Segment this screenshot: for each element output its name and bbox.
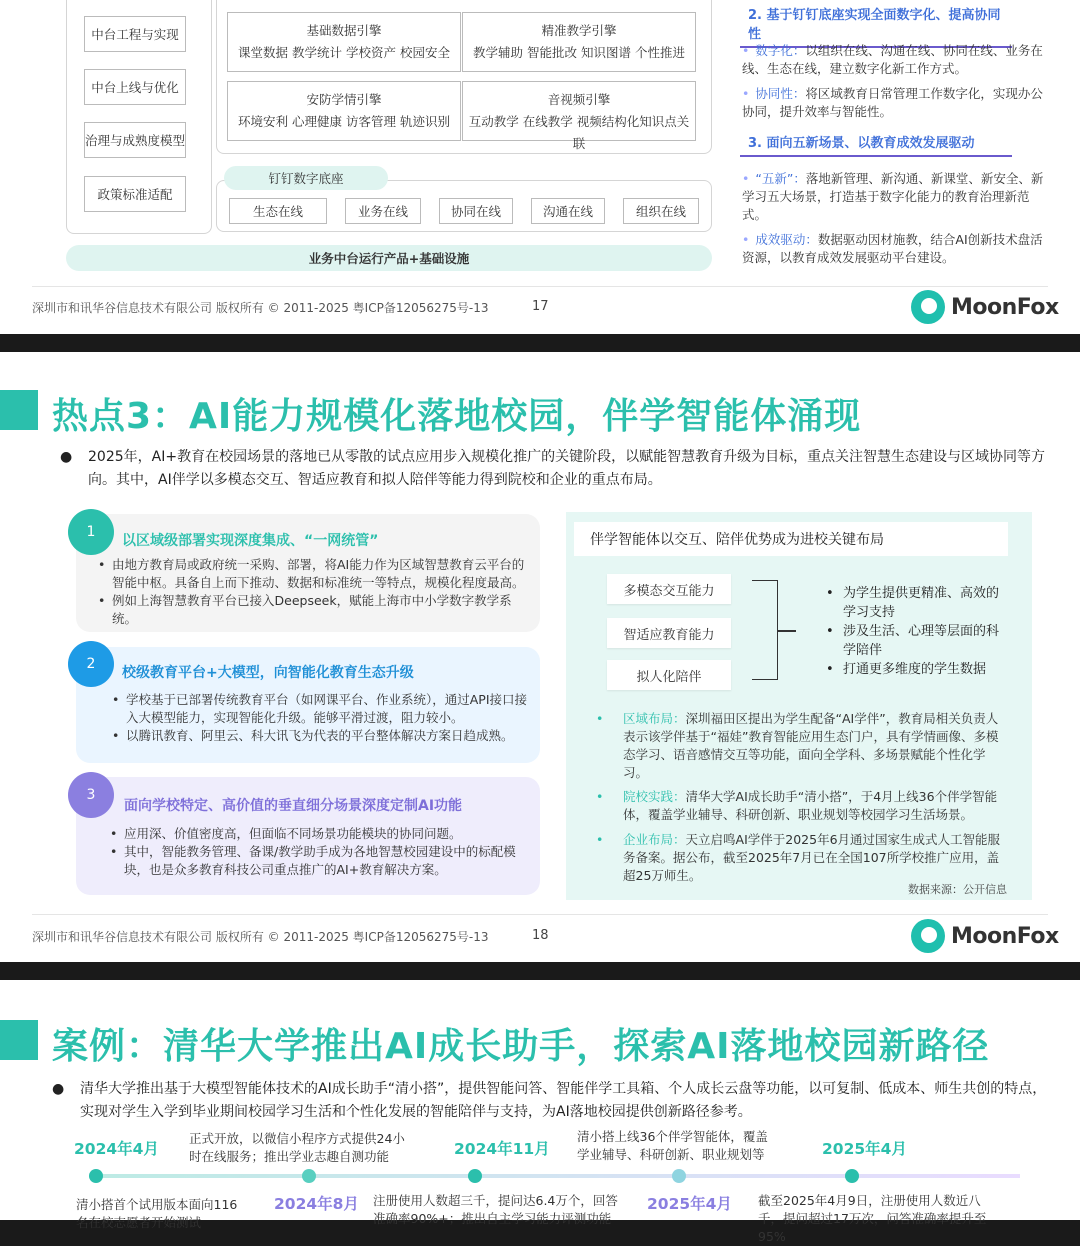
timeline-date: 2024年4月 xyxy=(74,1140,159,1158)
dingtalk-item: 沟通在线 xyxy=(531,198,605,224)
intro-text: 2025年，AI+教育在校园场景的落地已从零散的试点应用步入规模化推广的关键阶段，以赋能智慧教育升级为目标，重点关注智慧生态建设与区域协同等方向。其中，AI伴学以多模态交互、智适应教育和拟人陪伴等能力得到院校和企业的重点布局。 xyxy=(88,449,1046,488)
bullet-text: 以组织在线、沟通在线、协同在线、业务在线、生态在线，建立数字化新工作方式。 xyxy=(742,43,1043,76)
bullet-key: 数字化： xyxy=(755,43,806,58)
moonfox-logo xyxy=(911,290,1059,324)
intro-bullet: ● xyxy=(60,449,73,465)
left-item: 中台上线与优化 xyxy=(84,69,186,105)
moonfox-logo-icon xyxy=(911,290,945,324)
section-heading: 3. 面向五新场景、以教育成效发展驱动 xyxy=(740,132,1012,157)
card-number: 3 xyxy=(68,772,114,818)
title-accent-bar xyxy=(0,1020,38,1060)
card-bullet: • 其中，智能教务管理、备课/教学助手成为各地智慧校园建设中的标配模块，也是众多教育科技公司重点推广的AI+教育解决方案。 xyxy=(110,843,530,879)
right-bullet: • 成效驱动：数据驱动因材施教，结合AI创新技术盘活资源，以教育成效发展驱动平台建设。 xyxy=(742,232,1043,265)
page-title: 案例：清华大学推出AI成长助手，探索AI落地校园新路径 xyxy=(52,1026,990,1067)
bullet-key: 院校实践： xyxy=(623,789,686,804)
moonfox-logo xyxy=(911,919,1059,953)
card-bullet: • 学校基于已部署传统教育平台（如网课平台、作业系统），通过API接口接入大模型能力，实现智能化升级。能够平滑过渡，阻力较小。 xyxy=(112,691,530,727)
slide-19 xyxy=(0,980,1080,1244)
engine-box xyxy=(227,12,461,72)
footer-divider xyxy=(32,914,1048,915)
intro-text: 清华大学推出基于大模型智能体技术的AI成长助手“清小搭”，提供智能问答、智能伴学工具箱、个人成长云盘等功能，以可复制、低成本、师生共创的特点，实现对学生入学到毕业期间校园学习生活和个性化发展的智能陪伴与支持，为AI落地校园提供创新路径参考。 xyxy=(80,1081,1047,1120)
bullet-key: 企业布局： xyxy=(623,832,686,847)
bullet-key: 成效驱动： xyxy=(755,232,818,247)
bracket-connector xyxy=(752,580,778,680)
title-accent-bar xyxy=(0,390,38,430)
card-body xyxy=(98,556,530,628)
footer-copyright: 深圳市和讯华谷信息技术有限公司 版权所有 © 2011-2025 粤ICP备12056275号-13 xyxy=(32,301,489,315)
bottom-bar: 业务中台运行产品+基础设施 xyxy=(66,245,712,271)
intro-paragraph xyxy=(52,1078,1052,1124)
panel-bullet: • 院校实践：清华大学AI成长助手“清小搭”，于4月上线36个伴学智能体，覆盖学业辅导、科研创新、职业规划等校园学习生活场景。 xyxy=(596,789,998,822)
right-bullet: • “五新”：落地新管理、新沟通、新课堂、新安全、新学习五大场景，打造基于数字化能力的教育治理新范式。 xyxy=(742,171,1044,222)
card-bullet: • 以腾讯教育、阿里云、科大讯飞为代表的平台整体解决方案日趋成熟。 xyxy=(112,727,530,745)
slide-18 xyxy=(0,352,1080,962)
bullet-key: 协同性： xyxy=(755,86,806,101)
card-bullet: • 例如上海智慧教育平台已接入Deepseek，赋能上海市中小学数字教学系统。 xyxy=(98,592,530,628)
dingtalk-title: 钉钉数字底座 xyxy=(224,166,388,190)
moonfox-logo-icon xyxy=(911,919,945,953)
timeline-date: 2025年4月 xyxy=(822,1140,907,1158)
dingtalk-item: 组织在线 xyxy=(623,198,699,224)
card-number: 2 xyxy=(68,641,114,687)
dingtalk-item: 业务在线 xyxy=(345,198,421,224)
timeline-dot xyxy=(468,1169,482,1183)
timeline-dot xyxy=(89,1169,103,1183)
engine-desc: 环境安利 心理健康 访客管理 轨迹识别 xyxy=(238,114,450,129)
card-body xyxy=(112,691,530,745)
left-item: 政策标准适配 xyxy=(84,176,186,212)
card-bullet: • 应用深、价值密度高，但面临不同场景功能模块的协同问题。 xyxy=(110,825,530,843)
timeline-text: 清小搭首个试用版本面向116名在校志愿者开始测试 xyxy=(76,1197,238,1230)
engine-name: 安防学情引擎 xyxy=(306,92,382,107)
bullet-text: 数据驱动因材施教，结合AI创新技术盘活资源，以教育成效发展驱动平台建设。 xyxy=(742,232,1043,265)
timeline-text: 正式开放，以微信小程序方式提供24小时在线服务；推出学业志趣自测功能 xyxy=(189,1131,405,1164)
timeline-dot xyxy=(845,1169,859,1183)
intro-bullet: ● xyxy=(52,1081,65,1097)
ability-box: 智适应教育能力 xyxy=(607,618,731,648)
bullet-text: 清华大学AI成长助手“清小搭”，于4月上线36个伴学智能体，覆盖学业辅导、科研创新、职业规划等校园学习生活场景。 xyxy=(623,789,998,822)
footer-divider xyxy=(32,286,1048,287)
engine-box xyxy=(462,12,696,72)
slide-17 xyxy=(0,0,1080,334)
benefit-item: • 打通更多维度的学生数据 xyxy=(826,660,1006,679)
timeline-date: 2024年11月 xyxy=(454,1140,550,1158)
bullet-text: 深圳福田区提出为学生配备“AI学伴”，教育局相关负责人表示该学伴基于“福娃”教育智能应用生态门户，具有学情画像、多模态学习、语音感情交互等功能，面向全学科、多场景赋能个性化学习。 xyxy=(623,711,999,780)
timeline-text: 截至2025年4月9日，注册使用人数近八千，提问超过17万次，问答准确率提升至95% xyxy=(758,1193,987,1244)
dingtalk-item: 协同在线 xyxy=(439,198,513,224)
bullet-text: 落地新管理、新沟通、新课堂、新安全、新学习五大场景，打造基于数字化能力的教育治理新范式。 xyxy=(742,171,1044,222)
card-title: 以区域级部署实现深度集成、“一网统管” xyxy=(122,533,379,549)
left-item: 中台工程与实现 xyxy=(84,16,186,52)
engine-desc: 课堂数据 教学统计 学校资产 校园安全 xyxy=(238,45,450,60)
panel-bullet: • 企业布局：天立启鸣AI学伴于2025年6月通过国家生成式人工智能服务备案。据公布，截至2025年7月已在全国107所学校推广应用，盖超25万师生。 xyxy=(596,832,1001,883)
card-bullet: • 由地方教育局或政府统一采购、部署，将AI能力作为区域智慧教育云平台的智能中枢。具备自上而下推动、数据和标准统一等特点，规模化程度最高。 xyxy=(98,556,530,592)
right-bullet: • 数字化：以组织在线、沟通在线、协同在线、业务在线、生态在线，建立数字化新工作方式。 xyxy=(742,43,1043,76)
engine-name: 音视频引擎 xyxy=(547,92,611,107)
bracket-tick xyxy=(778,630,796,632)
logo-text: MoonFox xyxy=(951,923,1059,949)
timeline-dot xyxy=(302,1169,316,1183)
engine-desc: 教学辅助 智能批改 知识图谱 个性推进 xyxy=(473,45,685,60)
page-title: 热点3：AI能力规模化落地校园，伴学智能体涌现 xyxy=(52,396,862,437)
dingtalk-item: 生态在线 xyxy=(229,198,327,224)
page-number: 18 xyxy=(532,928,549,943)
card-title: 校级教育平台+大模型，向智能化教育生态升级 xyxy=(122,665,414,681)
section-heading: 2. 基于钉钉底座实现全面数字化、提高协同性 xyxy=(740,4,1012,48)
bullet-text: 天立启鸣AI学伴于2025年6月通过国家生成式人工智能服务备案。据公布，截至2025年7月已在全国107所学校推广应用，盖超25万师生。 xyxy=(623,832,1001,883)
bullet-key: 区域布局： xyxy=(623,711,686,726)
timeline-date: 2024年8月 xyxy=(274,1195,359,1213)
logo-text: MoonFox xyxy=(951,294,1059,320)
data-source: 数据来源：公开信息 xyxy=(908,883,1007,896)
bullet-key: “五新”： xyxy=(755,171,806,186)
engine-name: 精准教学引擎 xyxy=(541,23,617,38)
timeline-text: 清小搭上线36个伴学智能体，覆盖学业辅导、科研创新、职业规划等 xyxy=(577,1129,768,1162)
right-panel-title: 伴学智能体以交互、陪伴优势成为进校关键布局 xyxy=(574,522,1008,556)
bullet-text: 将区域教育日常管理工作数字化，实现办公协同，提升效率与智能性。 xyxy=(742,86,1043,119)
panel-bullet: • 区域布局：深圳福田区提出为学生配备“AI学伴”，教育局相关负责人表示该学伴基于“福娃”教育智能应用生态门户，具有学情画像、多模态学习、语音感情交互等功能，面向全学科、多场景赋能个性化学习。 xyxy=(596,711,999,780)
engine-name: 基础数据引擎 xyxy=(306,23,382,38)
right-bullet: • 协同性：将区域教育日常管理工作数字化，实现办公协同，提升效率与智能性。 xyxy=(742,86,1043,119)
page-number: 17 xyxy=(532,299,549,314)
card-title: 面向学校特定、高价值的垂直细分场景深度定制AI功能 xyxy=(124,798,463,814)
benefit-item: • 涉及生活、心理等层面的科学陪伴 xyxy=(826,622,1006,660)
footer-copyright: 深圳市和讯华谷信息技术有限公司 版权所有 © 2011-2025 粤ICP备12056275号-13 xyxy=(32,930,489,944)
timeline-line xyxy=(90,1174,1020,1178)
benefit-list xyxy=(826,584,1006,679)
timeline-text: 注册使用人数超三千，提问达6.4万个，回答准确率90%+；推出自主学习能力评测功能 xyxy=(373,1193,618,1226)
timeline-date: 2025年4月 xyxy=(647,1195,732,1213)
timeline-dot xyxy=(672,1169,686,1183)
intro-paragraph xyxy=(60,446,1050,492)
left-item: 治理与成熟度模型 xyxy=(84,122,186,158)
ability-box: 拟人化陪伴 xyxy=(607,660,731,690)
benefit-item: • 为学生提供更精准、高效的学习支持 xyxy=(826,584,1006,622)
card-number: 1 xyxy=(68,509,114,555)
card-body xyxy=(110,825,530,879)
ability-box: 多模态交互能力 xyxy=(607,574,731,604)
engine-box xyxy=(227,81,461,141)
engine-box xyxy=(462,81,696,151)
engine-desc: 互动教学 在线教学 视频结构化知识点关联 xyxy=(468,114,690,151)
